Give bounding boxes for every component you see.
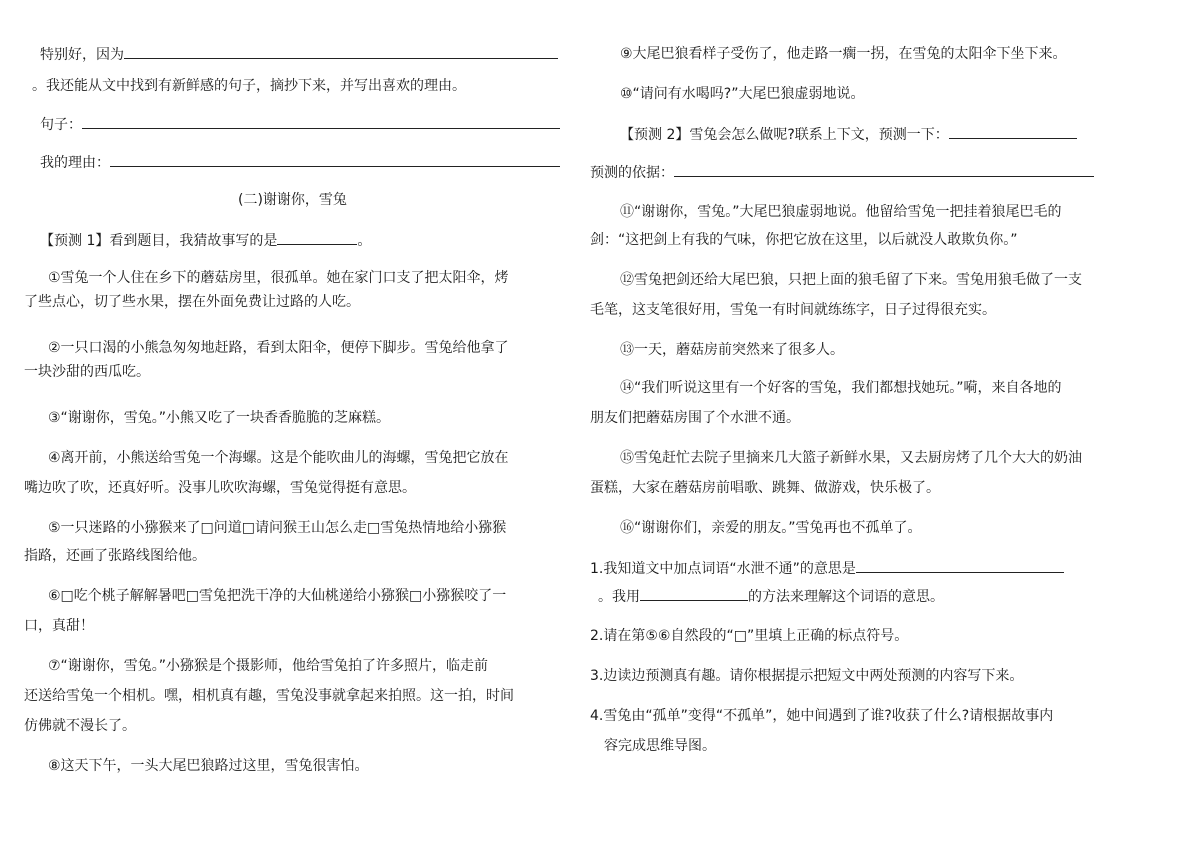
question-1-meaning-blank[interactable] [856, 558, 1064, 573]
story-title: (二)谢谢你，雪兔 [238, 192, 347, 208]
prediction-1-line [40, 230, 371, 251]
paragraph-14-line-2: 朋友们把蘑菇房围了个水泄不通。 [590, 410, 800, 426]
paragraph-4-line-1: ④离开前，小熊送给雪兔一个海螺。这是个能吹曲儿的海螺，雪兔把它放在 [48, 450, 509, 466]
prediction-2-blank[interactable] [949, 124, 1077, 139]
paragraph-4-line-2: 嘴边吹了吹，还真好听。没事儿吹吹海螺，雪兔觉得挺有意思。 [24, 480, 416, 496]
favorite-reason-line [40, 44, 558, 65]
reason-blank[interactable] [110, 152, 560, 167]
prediction-2-line [620, 124, 1077, 145]
paragraph-13-line-1: ⑬一天，蘑菇房前突然来了很多人。 [620, 342, 844, 358]
paragraph-8-line-1: ⑧这天下午，一头大尾巴狼路过这里，雪兔很害怕。 [48, 758, 369, 774]
paragraph-14-line-1: ⑭“我们听说这里有一个好客的雪兔，我们都想找她玩。”嗬，来自各地的 [620, 380, 1062, 396]
paragraph-3-line-1: ③“谢谢你，雪兔。”小熊又吃了一块香香脆脆的芝麻糕。 [48, 410, 391, 426]
prediction-basis-blank[interactable] [674, 162, 1094, 177]
paragraph-11-line-1: ⑪“谢谢你，雪兔。”大尾巴狼虚弱地说。他留给雪兔一把挂着狼尾巴毛的 [620, 204, 1062, 220]
sentence-line [40, 114, 560, 135]
paragraph-1-line-1: ①雪兔一个人住在乡下的蘑菇房里，很孤单。她在家门口支了把太阳伞，烤 [48, 270, 509, 286]
prediction-1-suffix: 。 [357, 233, 372, 249]
prediction-1-blank[interactable] [277, 230, 357, 245]
prediction-basis-line [590, 162, 1094, 183]
favorite-reason-prefix: 特别好，因为 [40, 47, 124, 63]
paragraph-7-line-2: 还送给雪兔一个相机。嘿，相机真有趣，雪兔没事就拿起来拍照。这一拍，时间 [24, 688, 514, 704]
question-1-method-suffix: 的方法来理解这个词语的意思。 [748, 589, 944, 605]
question-1-line-1 [590, 558, 1064, 579]
reason-label: 我的理由： [40, 155, 110, 171]
fresh-sentence-prompt: 。我还能从文中找到有新鲜感的句子，摘抄下来，并写出喜欢的理由。 [32, 78, 466, 94]
question-4-line-1: 4.雪兔由“孤单”变得“不孤单”，她中间遇到了谁?收获了什么?请根据故事内 [590, 708, 1054, 724]
paragraph-5-line-2: 指路，还画了张路线图给他。 [24, 548, 206, 564]
paragraph-12-line-1: ⑫雪兔把剑还给大尾巴狼，只把上面的狼毛留了下来。雪兔用狼毛做了一支 [620, 272, 1082, 288]
paragraph-6-line-2: 口，真甜！ [24, 618, 94, 634]
paragraph-7-line-1: ⑦“谢谢你，雪兔。”小猕猴是个摄影师，他给雪兔拍了许多照片，临走前 [48, 658, 489, 674]
question-1-line-2 [598, 586, 944, 607]
question-1-method-prefix: 。我用 [598, 589, 640, 605]
favorite-reason-blank[interactable] [124, 44, 558, 59]
prediction-basis-label: 预测的依据： [590, 165, 674, 181]
prediction-2-prefix: 【预测 2】雪兔会怎么做呢?联系上下文，预测一下： [620, 127, 949, 143]
question-4-line-2: 容完成思维导图。 [604, 738, 716, 754]
paragraph-15-line-2: 蛋糕，大家在蘑菇房前唱歌、跳舞、做游戏，快乐极了。 [590, 480, 940, 496]
paragraph-10-line-1: ⑩“请问有水喝吗?”大尾巴狼虚弱地说。 [620, 86, 865, 102]
sentence-label: 句子： [40, 117, 82, 133]
paragraph-12-line-2: 毛笔，这支笔很好用，雪兔一有时间就练练字，日子过得很充实。 [590, 302, 996, 318]
paragraph-2-line-1: ②一只口渴的小熊急匆匆地赶路，看到太阳伞，便停下脚步。雪兔给他拿了 [48, 340, 509, 356]
prediction-1-prefix: 【预测 1】看到题目，我猜故事写的是 [40, 233, 278, 249]
paragraph-7-line-3: 仿佛就不漫长了。 [24, 718, 136, 734]
paragraph-16-line-1: ⑯“谢谢你们，亲爱的朋友。”雪兔再也不孤单了。 [620, 520, 922, 536]
question-1-method-blank[interactable] [640, 586, 748, 601]
question-1-prefix: 1.我知道文中加点词语“水泄不通”的意思是 [590, 561, 856, 577]
reason-line [40, 152, 560, 173]
question-2: 2.请在第⑤⑥自然段的“□”里填上正确的标点符号。 [590, 628, 909, 644]
paragraph-15-line-1: ⑮雪兔赶忙去院子里摘来几大篮子新鲜水果，又去厨房烤了几个大大的奶油 [620, 450, 1082, 466]
paragraph-9-line-1: ⑨大尾巴狼看样子受伤了，他走路一瘸一拐，在雪兔的太阳伞下坐下来。 [620, 46, 1067, 62]
question-3: 3.边读边预测真有趣。请你根据提示把短文中两处预测的内容写下来。 [590, 668, 1024, 684]
sentence-blank[interactable] [82, 114, 560, 129]
paragraph-11-line-2: 剑：“这把剑上有我的气味，你把它放在这里，以后就没人敢欺负你。” [590, 232, 1018, 248]
paragraph-2-line-2: 一块沙甜的西瓜吃。 [24, 364, 150, 380]
paragraph-1-line-2: 了些点心，切了些水果，摆在外面免费让过路的人吃。 [24, 294, 360, 310]
paragraph-5-line-1: ⑤一只迷路的小猕猴来了□问道□请问猴王山怎么走□雪兔热情地给小猕猴 [48, 520, 507, 536]
paragraph-6-line-1: ⑥□吃个桃子解解暑吧□雪兔把洗干净的大仙桃递给小猕猴□小猕猴咬了一 [48, 588, 507, 604]
